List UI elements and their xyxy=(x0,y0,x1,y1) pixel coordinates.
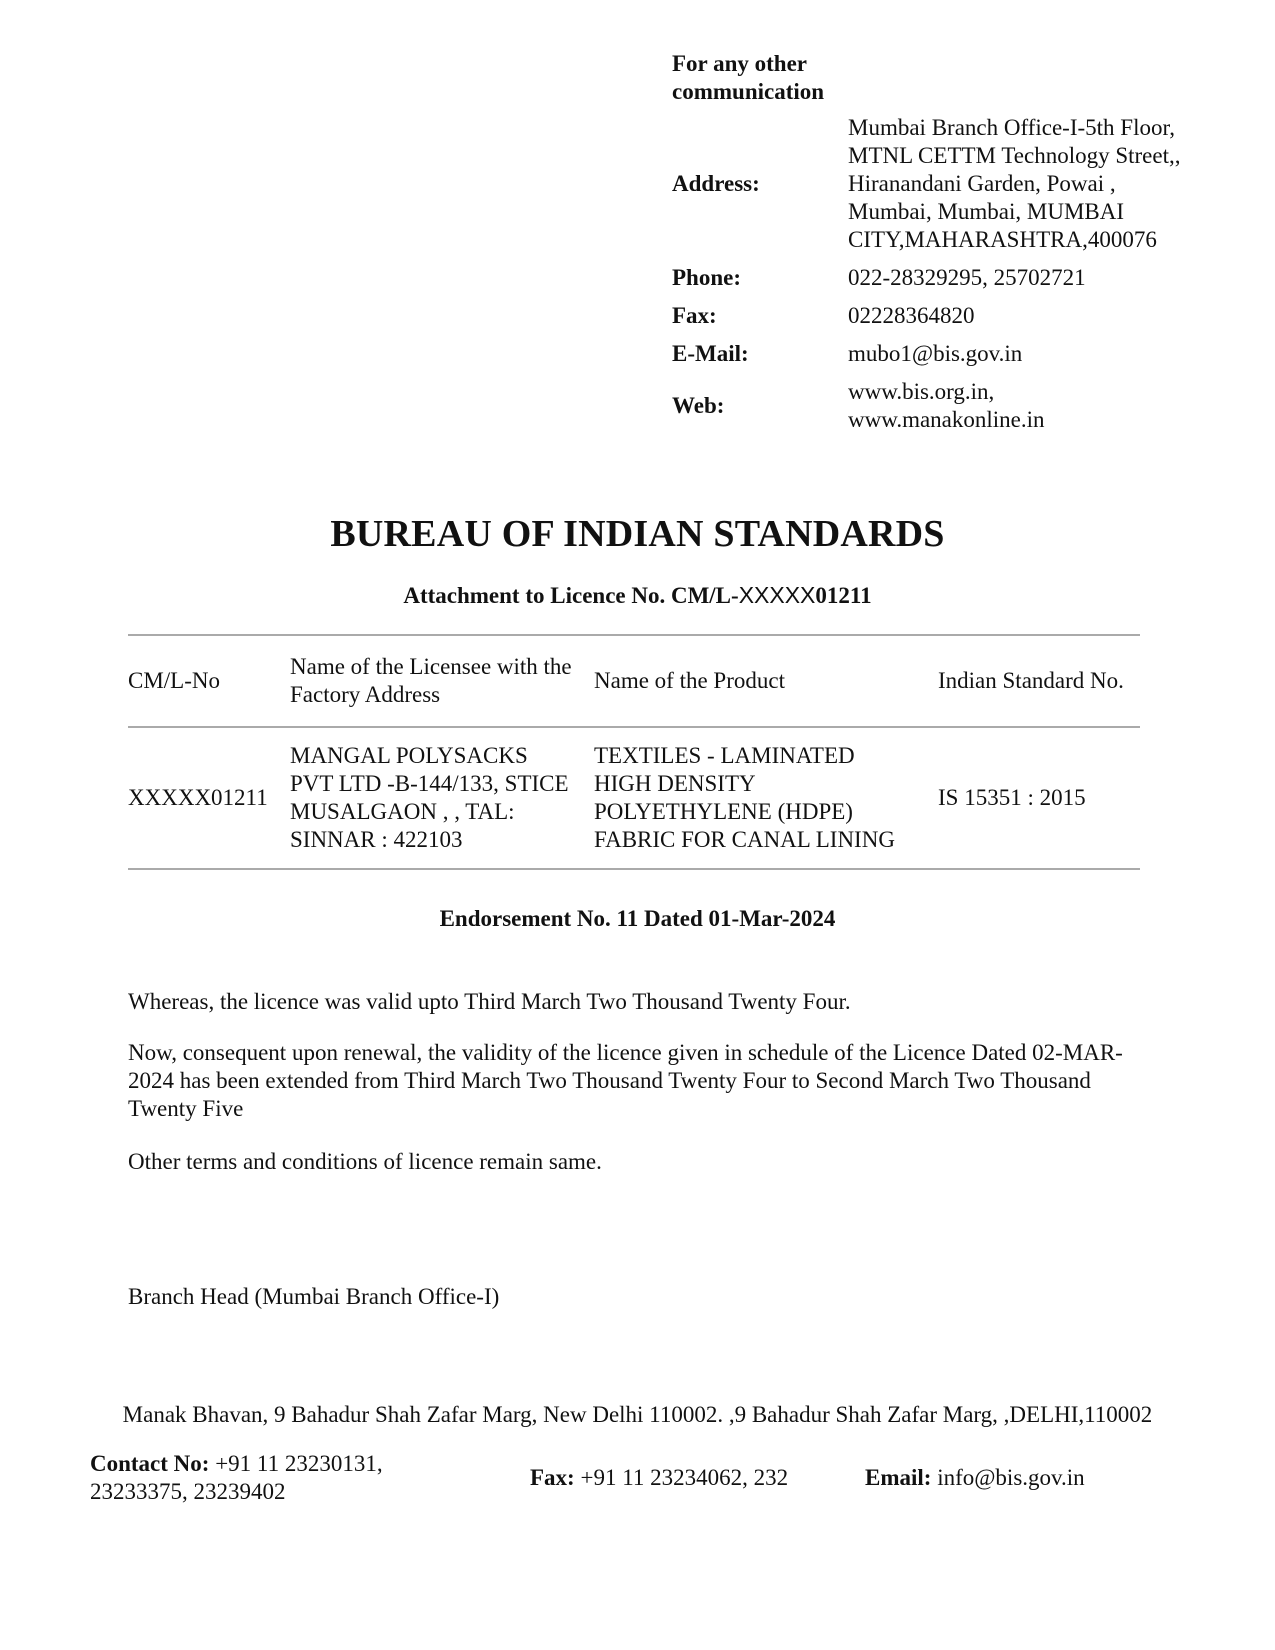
footer-fax-label: Fax: xyxy=(530,1465,575,1490)
fax-value: 02228364820 xyxy=(848,303,975,328)
footer-fax xyxy=(530,1464,788,1492)
licensee-line: MUSALGAON , , TAL: xyxy=(290,799,515,824)
web-row xyxy=(672,378,1192,434)
licensee-line: PVT LTD -B-144/133, STICE xyxy=(290,771,569,796)
cell-licensee xyxy=(290,742,594,854)
address-label: Address: xyxy=(672,171,760,196)
footer-contact-label: Contact No: xyxy=(90,1451,210,1476)
footer-email-value[interactable]: info@bis.gov.in xyxy=(937,1465,1085,1490)
page-title: BUREAU OF INDIAN STANDARDS xyxy=(330,513,945,555)
header-licensee: Name of the Licensee with the Factory Address xyxy=(290,654,572,707)
email-value[interactable]: mubo1@bis.gov.in xyxy=(848,341,1023,366)
table-row xyxy=(128,728,1140,870)
header-standard: Indian Standard No. xyxy=(938,668,1124,693)
web-label: Web: xyxy=(672,393,725,418)
cell-product xyxy=(594,742,938,854)
cell-standard: IS 15351 : 2015 xyxy=(938,785,1086,810)
footer-email-label: Email: xyxy=(865,1465,932,1490)
email-label: E-Mail: xyxy=(672,341,749,366)
attachment-suffix: 01211 xyxy=(815,583,872,608)
paragraph-validity: Whereas, the licence was valid upto Third March Two Thousand Twenty Four. xyxy=(128,989,851,1014)
footer-contact xyxy=(90,1450,470,1506)
web-value[interactable]: www.bis.org.in, www.manakonline.in xyxy=(848,379,1045,432)
email-row xyxy=(672,340,1192,368)
phone-row xyxy=(672,264,1192,292)
header-product: Name of the Product xyxy=(594,668,785,693)
product-line: FABRIC FOR CANAL LINING xyxy=(594,827,895,852)
footer-email xyxy=(865,1464,1085,1492)
fax-label: Fax: xyxy=(672,303,717,328)
contact-block xyxy=(672,50,1192,434)
phone-label: Phone: xyxy=(672,265,741,290)
endorsement-title: Endorsement No. 11 Dated 01-Mar-2024 xyxy=(439,906,836,931)
footer-contact-value: +91 11 23230131, 23233375, 23239402 xyxy=(90,1451,383,1504)
product-line: TEXTILES - LAMINATED xyxy=(594,743,855,768)
header-cml-no: CM/L-No xyxy=(128,668,220,693)
attachment-title xyxy=(0,582,1275,609)
product-line: POLYETHYLENE (HDPE) xyxy=(594,799,853,824)
footer-fax-value: +91 11 23234062, 232 xyxy=(580,1465,789,1490)
phone-value: 022-28329295, 25702721 xyxy=(848,265,1086,290)
paragraph-terms: Other terms and conditions of licence remain same. xyxy=(128,1149,602,1174)
signatory: Branch Head (Mumbai Branch Office-I) xyxy=(128,1284,500,1309)
address-row xyxy=(672,114,1192,254)
attachment-masked: XXXXX xyxy=(738,582,816,608)
paragraph-renewal: Now, consequent upon renewal, the validity of the licence given in schedule of the Licence Dated 02-MAR-2024 has been extended from Third March Two Thousand Twenty Four to Second March Two Thousand Twenty Five xyxy=(128,1040,1123,1121)
licensee-line: SINNAR : 422103 xyxy=(290,827,463,852)
table-header-row xyxy=(128,636,1140,728)
attachment-prefix: Attachment to Licence No. CM/L- xyxy=(403,583,739,608)
fax-row xyxy=(672,302,1192,330)
address-value: Mumbai Branch Office-I-5th Floor, MTNL CETTM Technology Street,, Hiranandani Garden, Powai , Mumbai, Mumbai, MUMBAI CITY,MAHARASHTRA,400076 xyxy=(848,115,1181,252)
contact-heading: For any other communication xyxy=(672,51,825,104)
licensee-line: MANGAL POLYSACKS xyxy=(290,743,528,768)
cell-cml-no: XXXXX01211 xyxy=(128,785,268,810)
product-line: HIGH DENSITY xyxy=(594,771,756,796)
footer-address: Manak Bhavan, 9 Bahadur Shah Zafar Marg, New Delhi 110002. ,9 Bahadur Shah Zafar Marg, ,DELHI,110002 xyxy=(122,1402,1153,1427)
licence-table xyxy=(128,634,1140,870)
